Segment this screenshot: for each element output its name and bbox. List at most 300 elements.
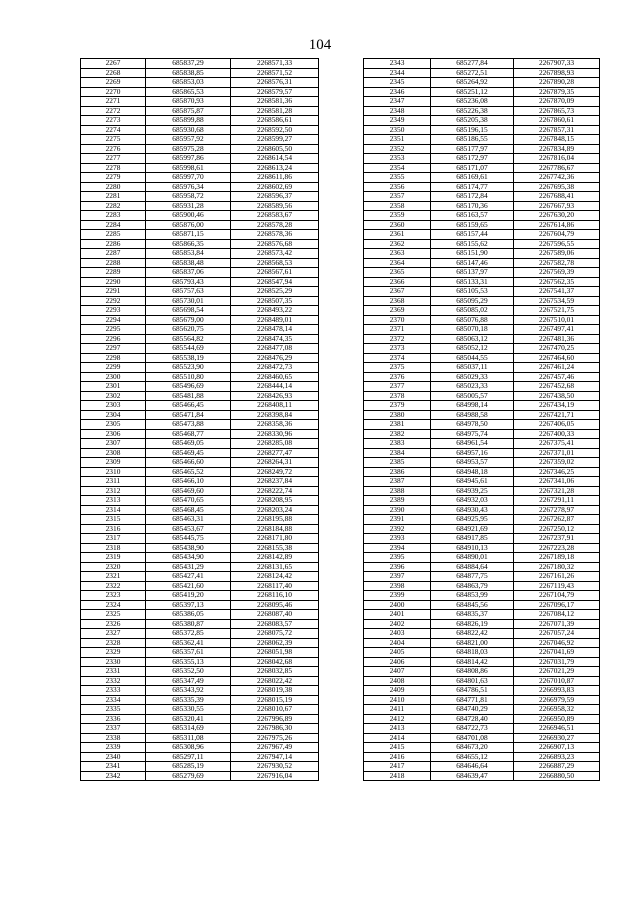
table-row (364, 306, 600, 316)
y-coordinate-cell: 2268571,52 (231, 68, 319, 78)
x-coordinate-cell: 685147,46 (431, 258, 514, 268)
table-row (364, 724, 600, 734)
y-coordinate-cell: 2267189,18 (514, 553, 600, 563)
table-row (364, 714, 600, 724)
y-coordinate-cell: 2267461,24 (514, 363, 600, 373)
point-number-cell: 2384 (364, 448, 431, 458)
y-coordinate-cell: 2268579,57 (231, 87, 319, 97)
x-coordinate-cell: 685177,97 (431, 144, 514, 154)
table-row (364, 553, 600, 563)
point-number-cell: 2307 (81, 439, 146, 449)
x-coordinate-cell: 685352,50 (146, 667, 231, 677)
y-coordinate-cell: 2266893,23 (514, 752, 600, 762)
y-coordinate-cell: 2267481,36 (514, 334, 600, 344)
y-coordinate-cell: 2267084,12 (514, 610, 600, 620)
x-coordinate-cell: 685976,34 (146, 182, 231, 192)
x-coordinate-cell: 685469,60 (146, 486, 231, 496)
page-number: 104 (308, 37, 332, 53)
y-coordinate-cell: 2267321,28 (514, 486, 600, 496)
x-coordinate-cell: 685998,61 (146, 163, 231, 173)
y-coordinate-cell: 2267569,39 (514, 268, 600, 278)
table-row (81, 325, 319, 335)
y-coordinate-cell: 2267614,86 (514, 220, 600, 230)
table-row (81, 201, 319, 211)
x-coordinate-cell: 685155,62 (431, 239, 514, 249)
table-row (81, 733, 319, 743)
table-row (364, 173, 600, 183)
table-row (364, 68, 600, 78)
table-row (364, 135, 600, 145)
y-coordinate-cell: 2267916,04 (231, 771, 319, 781)
x-coordinate-cell: 685469,45 (146, 448, 231, 458)
point-number-cell: 2409 (364, 686, 431, 696)
table-row (81, 534, 319, 544)
table-row (81, 477, 319, 487)
point-number-cell: 2293 (81, 306, 146, 316)
y-coordinate-cell: 2267865,73 (514, 106, 600, 116)
table-row (81, 87, 319, 97)
table-row (81, 752, 319, 762)
point-number-cell: 2418 (364, 771, 431, 781)
point-number-cell: 2417 (364, 762, 431, 772)
point-number-cell: 2354 (364, 163, 431, 173)
point-number-cell: 2385 (364, 458, 431, 468)
table-row (364, 211, 600, 221)
point-number-cell: 2333 (81, 686, 146, 696)
point-number-cell: 2365 (364, 268, 431, 278)
table-row (81, 106, 319, 116)
table-row (364, 543, 600, 553)
y-coordinate-cell: 2268573,42 (231, 249, 319, 259)
y-coordinate-cell: 2268614,54 (231, 154, 319, 164)
x-coordinate-cell: 685438,90 (146, 543, 231, 553)
x-coordinate-cell: 684818,03 (431, 648, 514, 658)
table-row (364, 581, 600, 591)
table-row (81, 192, 319, 202)
point-number-cell: 2321 (81, 572, 146, 582)
point-number-cell: 2364 (364, 258, 431, 268)
point-number-cell: 2285 (81, 230, 146, 240)
x-coordinate-cell: 685469,05 (146, 439, 231, 449)
x-coordinate-cell: 685174,77 (431, 182, 514, 192)
x-coordinate-cell: 684701,08 (431, 733, 514, 743)
y-coordinate-cell: 2268547,94 (231, 277, 319, 287)
point-number-cell: 2361 (364, 230, 431, 240)
y-coordinate-cell: 2267046,92 (514, 638, 600, 648)
y-coordinate-cell: 2268474,35 (231, 334, 319, 344)
x-coordinate-cell: 685466,45 (146, 401, 231, 411)
x-coordinate-cell: 685698,54 (146, 306, 231, 316)
y-coordinate-cell: 2268444,14 (231, 382, 319, 392)
x-coordinate-cell: 685029,33 (431, 372, 514, 382)
x-coordinate-cell: 685297,11 (146, 752, 231, 762)
point-number-cell: 2319 (81, 553, 146, 563)
point-number-cell: 2315 (81, 515, 146, 525)
y-coordinate-cell: 2266979,59 (514, 695, 600, 705)
y-coordinate-cell: 2267589,06 (514, 249, 600, 259)
x-coordinate-cell: 684877,75 (431, 572, 514, 582)
x-coordinate-cell: 684808,86 (431, 667, 514, 677)
y-coordinate-cell: 2267541,37 (514, 287, 600, 297)
y-coordinate-cell: 2268022,42 (231, 676, 319, 686)
point-number-cell: 2330 (81, 657, 146, 667)
x-coordinate-cell: 685866,35 (146, 239, 231, 249)
point-number-cell: 2283 (81, 211, 146, 221)
x-coordinate-cell: 684826,19 (431, 619, 514, 629)
x-coordinate-cell: 684728,40 (431, 714, 514, 724)
table-row (364, 638, 600, 648)
y-coordinate-cell: 2266930,27 (514, 733, 600, 743)
table-row (364, 762, 600, 772)
table-row (364, 268, 600, 278)
table-row (81, 163, 319, 173)
y-coordinate-cell: 2267180,32 (514, 562, 600, 572)
x-coordinate-cell: 685330,55 (146, 705, 231, 715)
y-coordinate-cell: 2268576,31 (231, 78, 319, 88)
x-coordinate-cell: 685085,02 (431, 306, 514, 316)
x-coordinate-cell: 685899,88 (146, 116, 231, 126)
point-number-cell: 2355 (364, 173, 431, 183)
x-coordinate-cell: 684740,29 (431, 705, 514, 715)
x-coordinate-cell: 685900,46 (146, 211, 231, 221)
y-coordinate-cell: 2267521,75 (514, 306, 600, 316)
table-row (81, 135, 319, 145)
table-row (81, 344, 319, 354)
y-coordinate-cell: 2268611,86 (231, 173, 319, 183)
table-row (81, 173, 319, 183)
y-coordinate-cell: 2268358,36 (231, 420, 319, 430)
point-number-cell: 2267 (81, 59, 146, 69)
point-number-cell: 2353 (364, 154, 431, 164)
y-coordinate-cell: 2267250,12 (514, 524, 600, 534)
x-coordinate-cell: 685620,75 (146, 325, 231, 335)
table-row (81, 410, 319, 420)
point-number-cell: 2410 (364, 695, 431, 705)
x-coordinate-cell: 684853,99 (431, 591, 514, 601)
table-row (81, 762, 319, 772)
x-coordinate-cell: 685466,10 (146, 477, 231, 487)
point-number-cell: 2352 (364, 144, 431, 154)
x-coordinate-cell: 685251,12 (431, 87, 514, 97)
x-coordinate-cell: 685076,88 (431, 315, 514, 325)
x-coordinate-cell: 684655,12 (431, 752, 514, 762)
point-number-cell: 2284 (81, 220, 146, 230)
x-coordinate-cell: 685372,85 (146, 629, 231, 639)
x-coordinate-cell: 685931,28 (146, 201, 231, 211)
table-row (81, 116, 319, 126)
y-coordinate-cell: 2268249,72 (231, 467, 319, 477)
table-row (364, 325, 600, 335)
y-coordinate-cell: 2267879,35 (514, 87, 600, 97)
point-number-cell: 2370 (364, 315, 431, 325)
y-coordinate-cell: 2268589,56 (231, 201, 319, 211)
y-coordinate-cell: 2267630,20 (514, 211, 600, 221)
y-coordinate-cell: 2268602,69 (231, 182, 319, 192)
y-coordinate-cell: 2268478,14 (231, 325, 319, 335)
x-coordinate-cell: 685044,55 (431, 353, 514, 363)
x-coordinate-cell: 685137,97 (431, 268, 514, 278)
x-coordinate-cell: 684921,69 (431, 524, 514, 534)
x-coordinate-cell: 685510,80 (146, 372, 231, 382)
x-coordinate-cell: 685496,69 (146, 382, 231, 392)
point-number-cell: 2412 (364, 714, 431, 724)
point-number-cell: 2334 (81, 695, 146, 705)
table-row (81, 230, 319, 240)
y-coordinate-cell: 2267967,49 (231, 743, 319, 753)
x-coordinate-cell: 685421,60 (146, 581, 231, 591)
y-coordinate-cell: 2268131,65 (231, 562, 319, 572)
point-number-cell: 2415 (364, 743, 431, 753)
point-number-cell: 2386 (364, 467, 431, 477)
table-row (81, 182, 319, 192)
y-coordinate-cell: 2267834,89 (514, 144, 600, 154)
point-number-cell: 2331 (81, 667, 146, 677)
table-row (364, 277, 600, 287)
point-number-cell: 2392 (364, 524, 431, 534)
x-coordinate-cell: 684917,85 (431, 534, 514, 544)
table-row (81, 600, 319, 610)
point-number-cell: 2383 (364, 439, 431, 449)
point-number-cell: 2322 (81, 581, 146, 591)
point-number-cell: 2372 (364, 334, 431, 344)
table-row (81, 515, 319, 525)
table-row (81, 420, 319, 430)
x-coordinate-cell: 685865,53 (146, 87, 231, 97)
table-row (364, 401, 600, 411)
table-row (81, 657, 319, 667)
y-coordinate-cell: 2267907,33 (514, 59, 600, 69)
y-coordinate-cell: 2268083,57 (231, 619, 319, 629)
x-coordinate-cell: 685837,29 (146, 59, 231, 69)
point-number-cell: 2339 (81, 743, 146, 753)
point-number-cell: 2316 (81, 524, 146, 534)
y-coordinate-cell: 2267464,60 (514, 353, 600, 363)
y-coordinate-cell: 2268095,46 (231, 600, 319, 610)
point-number-cell: 2367 (364, 287, 431, 297)
x-coordinate-cell: 685205,38 (431, 116, 514, 126)
table-row (364, 239, 600, 249)
x-coordinate-cell: 685264,92 (431, 78, 514, 88)
point-number-cell: 2405 (364, 648, 431, 658)
table-row (81, 287, 319, 297)
y-coordinate-cell: 2266950,89 (514, 714, 600, 724)
table-row (81, 543, 319, 553)
point-number-cell: 2366 (364, 277, 431, 287)
x-coordinate-cell: 685471,84 (146, 410, 231, 420)
x-coordinate-cell: 684925,95 (431, 515, 514, 525)
x-coordinate-cell: 685105,53 (431, 287, 514, 297)
y-coordinate-cell: 2268203,24 (231, 505, 319, 515)
table-row (81, 363, 319, 373)
point-number-cell: 2408 (364, 676, 431, 686)
point-number-cell: 2270 (81, 87, 146, 97)
point-number-cell: 2325 (81, 610, 146, 620)
point-number-cell: 2327 (81, 629, 146, 639)
point-number-cell: 2277 (81, 154, 146, 164)
x-coordinate-cell: 685466,60 (146, 458, 231, 468)
point-number-cell: 2414 (364, 733, 431, 743)
table-row (81, 771, 319, 781)
x-coordinate-cell: 685679,00 (146, 315, 231, 325)
point-number-cell: 2300 (81, 372, 146, 382)
x-coordinate-cell: 685272,51 (431, 68, 514, 78)
point-number-cell: 2347 (364, 97, 431, 107)
x-coordinate-cell: 685355,13 (146, 657, 231, 667)
x-coordinate-cell: 684822,42 (431, 629, 514, 639)
point-number-cell: 2297 (81, 344, 146, 354)
table-row (364, 363, 600, 373)
table-row (364, 163, 600, 173)
x-coordinate-cell: 685837,06 (146, 268, 231, 278)
y-coordinate-cell: 2267986,30 (231, 724, 319, 734)
x-coordinate-cell: 685023,33 (431, 382, 514, 392)
x-coordinate-cell: 685875,87 (146, 106, 231, 116)
x-coordinate-cell: 684978,50 (431, 420, 514, 430)
x-coordinate-cell: 685468,45 (146, 505, 231, 515)
point-number-cell: 2335 (81, 705, 146, 715)
x-coordinate-cell: 685095,29 (431, 296, 514, 306)
x-coordinate-cell: 684845,56 (431, 600, 514, 610)
point-number-cell: 2314 (81, 505, 146, 515)
y-coordinate-cell: 2268171,80 (231, 534, 319, 544)
x-coordinate-cell: 685277,84 (431, 59, 514, 69)
point-number-cell: 2281 (81, 192, 146, 202)
point-number-cell: 2348 (364, 106, 431, 116)
x-coordinate-cell: 685133,31 (431, 277, 514, 287)
x-coordinate-cell: 685159,65 (431, 220, 514, 230)
table-row (364, 705, 600, 715)
point-number-cell: 2406 (364, 657, 431, 667)
point-number-cell: 2289 (81, 268, 146, 278)
y-coordinate-cell: 2266946,51 (514, 724, 600, 734)
y-coordinate-cell: 2268596,37 (231, 192, 319, 202)
y-coordinate-cell: 2267104,79 (514, 591, 600, 601)
y-coordinate-cell: 2267291,11 (514, 496, 600, 506)
table-row (364, 591, 600, 601)
table-row (81, 714, 319, 724)
y-coordinate-cell: 2268568,53 (231, 258, 319, 268)
x-coordinate-cell: 684988,58 (431, 410, 514, 420)
x-coordinate-cell: 685357,61 (146, 648, 231, 658)
table-row (81, 144, 319, 154)
y-coordinate-cell: 2267534,59 (514, 296, 600, 306)
table-row (81, 619, 319, 629)
y-coordinate-cell: 2267438,50 (514, 391, 600, 401)
point-number-cell: 2375 (364, 363, 431, 373)
x-coordinate-cell: 684835,37 (431, 610, 514, 620)
point-number-cell: 2359 (364, 211, 431, 221)
table-row (364, 629, 600, 639)
y-coordinate-cell: 2268460,65 (231, 372, 319, 382)
x-coordinate-cell: 685386,05 (146, 610, 231, 620)
table-row (81, 315, 319, 325)
point-number-cell: 2308 (81, 448, 146, 458)
y-coordinate-cell: 2268277,47 (231, 448, 319, 458)
x-coordinate-cell: 685468,77 (146, 429, 231, 439)
x-coordinate-cell: 684998,14 (431, 401, 514, 411)
y-coordinate-cell: 2267848,15 (514, 135, 600, 145)
x-coordinate-cell: 684821,00 (431, 638, 514, 648)
table-row (364, 258, 600, 268)
table-row (364, 315, 600, 325)
table-row (364, 458, 600, 468)
point-number-cell: 2381 (364, 420, 431, 430)
point-number-cell: 2305 (81, 420, 146, 430)
y-coordinate-cell: 2268581,28 (231, 106, 319, 116)
point-number-cell: 2358 (364, 201, 431, 211)
table-row (81, 334, 319, 344)
point-number-cell: 2290 (81, 277, 146, 287)
table-row (364, 676, 600, 686)
y-coordinate-cell: 2267262,87 (514, 515, 600, 525)
y-coordinate-cell: 2268571,33 (231, 59, 319, 69)
point-number-cell: 2373 (364, 344, 431, 354)
y-coordinate-cell: 2267057,24 (514, 629, 600, 639)
x-coordinate-cell: 685853,03 (146, 78, 231, 88)
y-coordinate-cell: 2266907,13 (514, 743, 600, 753)
y-coordinate-cell: 2267400,33 (514, 429, 600, 439)
x-coordinate-cell: 685172,84 (431, 192, 514, 202)
x-coordinate-cell: 685876,00 (146, 220, 231, 230)
table-row (81, 429, 319, 439)
x-coordinate-cell: 685314,69 (146, 724, 231, 734)
table-row (364, 353, 600, 363)
y-coordinate-cell: 2268116,10 (231, 591, 319, 601)
table-row (81, 724, 319, 734)
table-row (364, 429, 600, 439)
point-number-cell: 2303 (81, 401, 146, 411)
point-number-cell: 2286 (81, 239, 146, 249)
table-row (81, 496, 319, 506)
y-coordinate-cell: 2268051,98 (231, 648, 319, 658)
table-row (364, 600, 600, 610)
point-number-cell: 2292 (81, 296, 146, 306)
y-coordinate-cell: 2267930,52 (231, 762, 319, 772)
y-coordinate-cell: 2268208,95 (231, 496, 319, 506)
x-coordinate-cell: 685997,86 (146, 154, 231, 164)
table-row (364, 372, 600, 382)
point-number-cell: 2374 (364, 353, 431, 363)
x-coordinate-cell: 685445,75 (146, 534, 231, 544)
point-number-cell: 2403 (364, 629, 431, 639)
x-coordinate-cell: 685335,39 (146, 695, 231, 705)
table-row (81, 667, 319, 677)
point-number-cell: 2294 (81, 315, 146, 325)
point-number-cell: 2280 (81, 182, 146, 192)
point-number-cell: 2413 (364, 724, 431, 734)
x-coordinate-cell: 684930,43 (431, 505, 514, 515)
table-row (364, 144, 600, 154)
x-coordinate-cell: 684939,25 (431, 486, 514, 496)
table-row (81, 391, 319, 401)
point-number-cell: 2310 (81, 467, 146, 477)
table-row (364, 619, 600, 629)
y-coordinate-cell: 2267359,02 (514, 458, 600, 468)
table-row (364, 448, 600, 458)
point-number-cell: 2338 (81, 733, 146, 743)
x-coordinate-cell: 685052,12 (431, 344, 514, 354)
y-coordinate-cell: 2268477,08 (231, 344, 319, 354)
table-row (81, 59, 319, 69)
table-row (81, 258, 319, 268)
table-row (81, 467, 319, 477)
y-coordinate-cell: 2268184,88 (231, 524, 319, 534)
table-row (364, 534, 600, 544)
y-coordinate-cell: 2268599,27 (231, 135, 319, 145)
table-row (81, 306, 319, 316)
y-coordinate-cell: 2268398,84 (231, 410, 319, 420)
x-coordinate-cell: 685957,92 (146, 135, 231, 145)
